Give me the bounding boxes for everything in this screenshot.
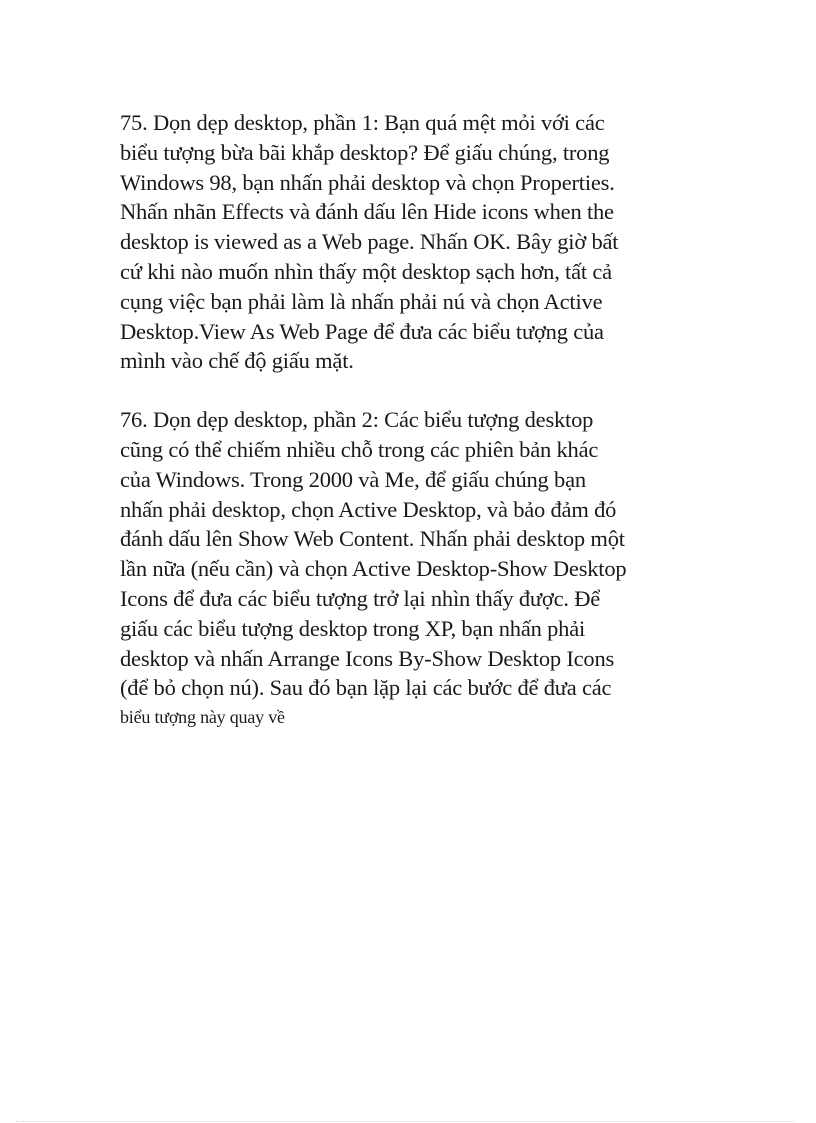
text-line-last: biểu tượng này quay về — [120, 707, 285, 728]
text-line: lần nữa (nếu cần) và chọn Active Desktop-Show Desktop — [120, 556, 627, 582]
text-line: biểu tượng bừa bãi khắp desktop? Để giấu chúng, trong — [120, 139, 610, 165]
text-line: Nhấn nhãn Effects và đánh dấu lên Hide icons when the — [120, 199, 614, 225]
page-bottom-divider — [16, 1121, 794, 1122]
text-line: đánh dấu lên Show Web Content. Nhấn phải desktop một — [120, 526, 625, 552]
text-line: cứ khi nào muốn nhìn thấy một desktop sạch hơn, tất cả — [120, 258, 612, 284]
text-line: mình vào chế độ giấu mặt. — [120, 348, 354, 374]
tip-76-paragraph — [120, 405, 700, 733]
text-line: cũng có thể chiếm nhiều chỗ trong các phiên bản khác — [120, 436, 599, 462]
tip-75-paragraph — [120, 108, 700, 376]
text-line: Windows 98, bạn nhấn phải desktop và chọn Properties. — [120, 169, 615, 195]
text-line: Icons để đưa các biểu tượng trở lại nhìn thấy được. Để — [120, 585, 601, 611]
text-line: (để bỏ chọn nú). Sau đó bạn lặp lại các bước để đưa các — [120, 675, 612, 701]
document-body — [120, 108, 700, 733]
text-line: cụng việc bạn phải làm là nhấn phải nú và chọn Active — [120, 288, 603, 314]
text-line: của Windows. Trong 2000 và Me, để giấu chúng bạn — [120, 466, 586, 492]
text-line: desktop và nhấn Arrange Icons By-Show Desktop Icons — [120, 645, 615, 671]
text-line: Desktop.View As Web Page để đưa các biểu tượng của — [120, 318, 604, 344]
text-line: giấu các biểu tượng desktop trong XP, bạn nhấn phải — [120, 615, 586, 641]
text-line: nhấn phải desktop, chọn Active Desktop, và bảo đảm đó — [120, 496, 617, 522]
text-line: desktop is viewed as a Web page. Nhấn OK. Bây giờ bất — [120, 229, 619, 255]
text-line: 75. Dọn dẹp desktop, phần 1: Bạn quá mệt mỏi với các — [120, 110, 605, 135]
text-line: 76. Dọn dẹp desktop, phần 2: Các biểu tượng desktop — [120, 407, 594, 433]
